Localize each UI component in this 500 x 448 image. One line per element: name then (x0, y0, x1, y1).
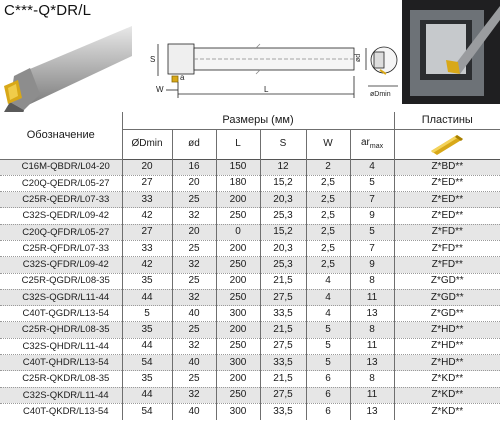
cell-w: 6 (306, 403, 350, 419)
cell-armax: 11 (350, 387, 394, 403)
cell-d: 20 (172, 175, 216, 191)
col-armax (350, 129, 394, 159)
cell-insert: Z*KD** (394, 387, 500, 403)
cell-l: 200 (216, 240, 260, 256)
cell-d: 40 (172, 403, 216, 419)
cell-w: 2,5 (306, 257, 350, 273)
dim-odmin-label: øDmin (370, 91, 391, 98)
cell-dmin: 35 (122, 322, 172, 338)
cell-insert: Z*HD** (394, 322, 500, 338)
table-row (0, 240, 500, 256)
cell-insert: Z*ED** (394, 208, 500, 224)
cell-code: C25R-QFDR/L07-33 (0, 240, 122, 256)
col-d: ød (172, 129, 216, 159)
machining-photo (402, 0, 500, 104)
cell-dmin: 5 (122, 306, 172, 322)
cell-s: 33,5 (260, 306, 306, 322)
cell-armax: 11 (350, 338, 394, 354)
cell-l: 200 (216, 322, 260, 338)
cell-s: 15,2 (260, 175, 306, 191)
table-row (0, 273, 500, 289)
cell-armax: 8 (350, 371, 394, 387)
table-row (0, 208, 500, 224)
cell-d: 32 (172, 257, 216, 273)
cell-armax: 13 (350, 306, 394, 322)
cell-l: 300 (216, 306, 260, 322)
cell-w: 5 (306, 322, 350, 338)
cell-armax: 8 (350, 322, 394, 338)
dimensions-header: Размеры (мм) (122, 112, 394, 129)
cell-insert: Z*KD** (431, 405, 464, 417)
cell-l: 250 (216, 208, 260, 224)
cell-d: 25 (172, 371, 216, 387)
cell-w: 4 (306, 273, 350, 289)
cell-d: 32 (172, 338, 216, 354)
table-row (0, 175, 500, 191)
cell-l: 300 (216, 355, 260, 371)
cell-insert: Z*GD** (394, 306, 500, 322)
cell-l: 300 (216, 403, 260, 419)
cell-s: 25,3 (260, 208, 306, 224)
cell-armax: 9 (350, 208, 394, 224)
cell-dmin: 20 (122, 159, 172, 175)
table-row (0, 159, 500, 175)
cell-s: 27,5 (260, 338, 306, 354)
cell-dmin: 33 (122, 240, 172, 256)
cell-armax: 13 (350, 403, 394, 419)
table-row (0, 257, 500, 273)
table-row (0, 192, 500, 208)
cell-s: 15,2 (260, 224, 306, 240)
cell-l: 250 (216, 257, 260, 273)
cell-insert: Z*ED** (394, 175, 500, 191)
cell-l: 250 (216, 338, 260, 354)
cell-armax: 5 (350, 175, 394, 191)
cell-insert: Z*GD** (394, 289, 500, 305)
cell-d: 32 (172, 289, 216, 305)
col-l: L (216, 129, 260, 159)
spec-table (0, 112, 500, 420)
cell-l: 200 (216, 371, 260, 387)
cell-dmin: 27 (122, 175, 172, 191)
cell-d: 16 (172, 159, 216, 175)
cell-l: 180 (216, 175, 260, 191)
col-s: S (260, 129, 306, 159)
col-dmin: ØDmin (122, 129, 172, 159)
cell-insert: Z*FD** (394, 224, 500, 240)
cell-dmin: 33 (122, 192, 172, 208)
cell-l: 250 (216, 289, 260, 305)
cell-code: C32S-QGDR/L11-44 (0, 289, 122, 305)
table-row (0, 355, 500, 371)
cell-w: 6 (306, 387, 350, 403)
cell-dmin: 44 (122, 387, 172, 403)
dim-w-label: W (156, 85, 164, 94)
cell-armax: 7 (350, 192, 394, 208)
cell-s: 33,5 (260, 355, 306, 371)
cell-code: C32S-QHDR/L11-44 (0, 338, 122, 354)
cell-s: 20,3 (260, 240, 306, 256)
cell-w: 2,5 (306, 224, 350, 240)
cell-code: C25R-QGDR/L08-35 (0, 273, 122, 289)
table-row (0, 322, 500, 338)
cell-d: 25 (172, 192, 216, 208)
cell-code: C32S-QKDR/L11-44 (0, 387, 122, 403)
cell-dmin: 35 (122, 273, 172, 289)
cell-dmin: 54 (122, 355, 172, 371)
cell-code: C40T-QGDR/L13-54 (0, 306, 122, 322)
dim-a-label: a (180, 73, 185, 82)
table-row (0, 371, 500, 387)
table-row (0, 403, 500, 419)
insert-image-cell (394, 129, 500, 159)
cell-code: C32S-QFDR/L09-42 (0, 257, 122, 273)
page-title: C***-Q*DR/L (4, 2, 92, 19)
cell-w: 2 (306, 159, 350, 175)
cell-insert: Z*GD** (394, 273, 500, 289)
dim-od-label: ød (355, 53, 362, 62)
col-armax-sub: max (369, 143, 384, 150)
cell-w: 2,5 (306, 208, 350, 224)
tool-holder-photo (0, 22, 132, 118)
cell-s: 21,5 (260, 322, 306, 338)
cell-insert: Z*KD** (394, 371, 500, 387)
cell-code: C25R-QEDR/L07-33 (0, 192, 122, 208)
table-row (0, 338, 500, 354)
cell-w: 4 (306, 289, 350, 305)
cell-armax: 13 (350, 355, 394, 371)
cell-l: 250 (216, 387, 260, 403)
cell-armax: 11 (350, 289, 394, 305)
cell-s: 27,5 (260, 289, 306, 305)
cell-d: 25 (172, 240, 216, 256)
cell-w: 5 (306, 338, 350, 354)
cell-code: C20Q-QFDR/L05-27 (0, 224, 122, 240)
cell-l: 150 (216, 159, 260, 175)
cell-w: 2,5 (306, 192, 350, 208)
cell-insert: Z*HD** (394, 338, 500, 354)
designation-header: Обозначение (0, 112, 122, 159)
col-w: W (306, 129, 350, 159)
cell-code: C25R-QKDR/L08-35 (0, 371, 122, 387)
cell-insert: Z*BD** (394, 159, 500, 175)
cell-dmin: 44 (122, 289, 172, 305)
cell-armax: 7 (350, 240, 394, 256)
cell-s: 21,5 (260, 273, 306, 289)
cell-s: 33,5 (260, 403, 306, 419)
cell-dmin: 27 (122, 224, 172, 240)
cell-insert: Z*FD** (394, 240, 500, 256)
table-row (0, 387, 500, 403)
dim-l-label: L (264, 85, 269, 94)
cell-armax: 9 (350, 257, 394, 273)
cell-armax: 5 (350, 224, 394, 240)
cell-s: 25,3 (260, 257, 306, 273)
cell-w: 4 (306, 306, 350, 322)
technical-drawing (136, 16, 398, 110)
col-armax-main: ar (360, 137, 370, 148)
cell-w: 5 (306, 355, 350, 371)
cell-w: 6 (306, 371, 350, 387)
cell-w: 2,5 (306, 240, 350, 256)
cell-code: C25R-QHDR/L08-35 (0, 322, 122, 338)
cell-insert: Z*ED** (394, 192, 500, 208)
insert-icon (427, 131, 467, 155)
cell-armax: 4 (350, 159, 394, 175)
cell-code: C16M-QBDR/L04-20 (0, 159, 122, 175)
cell-dmin: 54 (122, 403, 172, 419)
cell-d: 40 (172, 306, 216, 322)
cell-dmin: 42 (122, 257, 172, 273)
cell-dmin: 35 (122, 371, 172, 387)
cell-s: 27,5 (260, 387, 306, 403)
cell-armax: 8 (350, 273, 394, 289)
cell-d: 25 (172, 322, 216, 338)
cell-d: 32 (172, 208, 216, 224)
cell-s: 20,3 (260, 192, 306, 208)
cell-code: C40T-QKDR/L13-54 (0, 403, 122, 419)
cell-d: 32 (172, 387, 216, 403)
cell-insert: Z*FD** (394, 257, 500, 273)
cell-s: 21,5 (260, 371, 306, 387)
cell-insert: Z*HD** (394, 355, 500, 371)
cell-d: 40 (172, 355, 216, 371)
cell-l: 0 (216, 224, 260, 240)
cell-dmin: 42 (122, 208, 172, 224)
cell-s: 12 (260, 159, 306, 175)
table-row (0, 224, 500, 240)
cell-d: 25 (172, 273, 216, 289)
cell-code: C20Q-QEDR/L05-27 (0, 175, 122, 191)
cell-d: 20 (172, 224, 216, 240)
cell-l: 200 (216, 192, 260, 208)
cell-w: 2,5 (306, 175, 350, 191)
cell-code: C32S-QEDR/L09-42 (0, 208, 122, 224)
cell-l: 200 (216, 273, 260, 289)
cell-dmin: 44 (122, 338, 172, 354)
inserts-header: Пластины (394, 112, 500, 129)
table-row (0, 306, 500, 322)
cell-code: C40T-QHDR/L13-54 (0, 355, 122, 371)
table-row (0, 289, 500, 305)
dim-s-label: S (150, 55, 156, 64)
